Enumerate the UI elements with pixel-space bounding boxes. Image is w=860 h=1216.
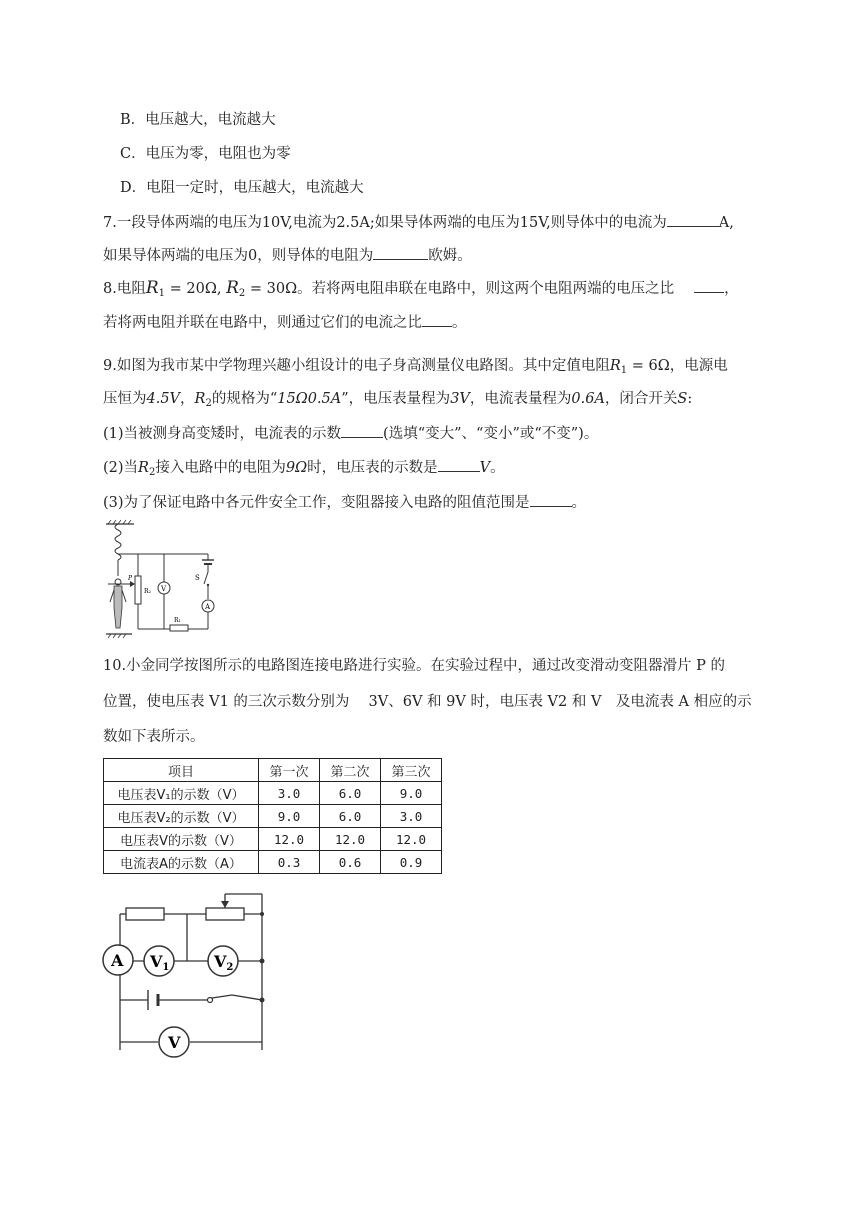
q9-part-text: (2)当 (103, 460, 139, 476)
ammeter-label: A (111, 951, 124, 970)
table-row (104, 782, 442, 805)
q9-part-text: 。 (571, 495, 587, 511)
answer-blank[interactable] (373, 245, 428, 260)
question-10-line-1: 10.小金同学按图所示的电路图连接电路进行实验。在实验过程中，通过改变滑动变阻器滑片 P 的 (103, 658, 726, 674)
q7-text-d: 欧姆。 (428, 248, 472, 264)
table-header: 第二次 (320, 759, 381, 782)
table-cell: 9.0 (259, 805, 320, 828)
table-cell: 6.0 (320, 782, 381, 805)
question-7-line-1 (103, 212, 734, 233)
q9-text: ，电流表量程为 (469, 391, 572, 407)
rheostat-spec: 15Ω0.5A (277, 391, 342, 407)
r2-symbol: $R_2$ (138, 460, 156, 478)
resistance-value: 9Ω (285, 460, 308, 476)
q7-text-c: 如果导体两端的电压为0，则导体的电阻为 (103, 248, 374, 264)
answer-blank[interactable] (438, 457, 480, 472)
q9-text: 的规格为“ (211, 391, 278, 407)
table-cell: 9.0 (381, 782, 442, 805)
table-cell: 0.3 (259, 851, 320, 874)
r1-value: = 6Ω (627, 358, 670, 374)
q9-part-text: 。 (490, 460, 505, 476)
question-9-line-2 (103, 389, 692, 414)
unit: V (479, 460, 491, 476)
r2-symbol: $R_2$ (226, 278, 246, 299)
voltmeter-range: 3V (450, 391, 470, 407)
option-c: C．电压为零，电阻也为零 (120, 146, 291, 162)
r1-value: = 20Ω, (165, 281, 227, 297)
table-header-row (104, 759, 442, 782)
r1-symbol: $R_1$ (609, 358, 628, 376)
table-row (104, 851, 442, 874)
q9-part-text: 时，电压表的示数是 (307, 460, 438, 476)
q8-text-2: 若将两电阻并联在电路中，则通过它们的电流之比 (103, 315, 422, 331)
table-cell: 3.0 (381, 805, 442, 828)
r1-label: R₁ (174, 617, 181, 624)
table-row (104, 828, 442, 851)
q8-comma: ， (724, 281, 739, 297)
measurement-table (103, 758, 442, 874)
q9-part-text: (3)为了保证电路中各元件安全工作，变阻器接入电路的阻值范围是 (103, 495, 530, 511)
question-8-line-2 (103, 312, 467, 333)
question-7-line-2 (103, 245, 472, 266)
table-cell: 0.9 (381, 851, 442, 874)
row-label: 电压表V的示数（V） (104, 828, 259, 851)
option-d: D．电阻一定时，电压越大，电流越大 (120, 180, 364, 196)
ammeter-label: A (205, 603, 211, 611)
answer-blank[interactable] (341, 423, 383, 438)
table-cell: 12.0 (320, 828, 381, 851)
series-circuit-diagram (98, 890, 278, 1060)
table-cell: 12.0 (259, 828, 320, 851)
table-cell: 6.0 (320, 805, 381, 828)
r2-label: R₂ (144, 588, 151, 595)
question-8-line-1 (103, 278, 739, 304)
q9-part-text: 接入电路中的电阻为 (155, 460, 286, 476)
question-10-line-3: 数如下表所示。 (103, 729, 205, 745)
table-header: 项目 (104, 759, 259, 782)
q8-text: 。若将两电阻串联在电路中，则这两个电阻两端的电压之比 (297, 281, 675, 297)
q8-period: 。 (452, 315, 467, 331)
table-cell: 3.0 (259, 782, 320, 805)
table-cell: 0.6 (320, 851, 381, 874)
switch-label: S (195, 574, 200, 582)
row-label: 电流表A的示数（A） (104, 851, 259, 874)
slider-label: P (128, 575, 133, 582)
q8-prefix: 8.电阻 (103, 281, 146, 297)
question-9-part-2 (103, 457, 505, 483)
r2-value: = 30Ω (245, 281, 298, 297)
table-header: 第三次 (381, 759, 442, 782)
q9-part-text: (选填“变大”、“变小”或“不变”)。 (383, 426, 599, 442)
answer-blank[interactable] (530, 492, 572, 507)
q9-text-a: 9.如图为我市某中学物理兴趣小组设计的电子身高测量仪电路图。其中定值电阻 (103, 358, 610, 374)
voltmeter-label: V (168, 1033, 181, 1052)
q7-text-b: A, (718, 215, 734, 231)
row-label: 电压表V₂的示数（V） (104, 805, 259, 828)
q9-text-b: ，电源电 (669, 358, 728, 374)
option-b: B．电压越大，电流越大 (120, 112, 276, 128)
table-header: 第一次 (259, 759, 320, 782)
r2-symbol: $R_2$ (194, 391, 212, 409)
q9-text: ，闭合开关 (604, 391, 678, 407)
q9-text: : (687, 391, 693, 407)
question-9-line-1 (103, 356, 728, 381)
q9-text: 压恒为 (103, 391, 147, 407)
table-row (104, 805, 442, 828)
question-9-part-3 (103, 492, 586, 513)
answer-blank[interactable] (667, 212, 719, 227)
question-9-part-1 (103, 423, 598, 444)
voltage-value: 4.5V (146, 391, 181, 407)
switch-symbol: S (677, 391, 688, 407)
question-10-line-2: 位置，使电压表 V1 的三次示数分别为 3V、6V 和 9V 时，电压表 V2 和 V 及电流表 A 相应的示 (103, 694, 752, 710)
q9-text: ， (180, 391, 195, 407)
table-cell: 12.0 (381, 828, 442, 851)
r1-symbol: $R_1$ (145, 278, 166, 299)
q9-part-text: (1)当被测身高变矮时，电流表的示数 (103, 426, 342, 442)
voltmeter-label: V (161, 585, 167, 593)
v2-label: V2 (214, 952, 234, 973)
v1-label: V1 (150, 952, 170, 973)
row-label: 电压表V₁的示数（V） (104, 782, 259, 805)
height-meter-circuit-diagram (98, 518, 228, 648)
q7-text-a: 7.一段导体两端的电压为10V,电流为2.5A;如果导体两端的电压为15V,则导体中的电流为 (103, 215, 667, 231)
ammeter-range: 0.6A (571, 391, 605, 407)
answer-blank[interactable] (422, 312, 452, 327)
q9-text: ”，电压表量程为 (341, 391, 451, 407)
answer-blank[interactable] (694, 278, 724, 293)
